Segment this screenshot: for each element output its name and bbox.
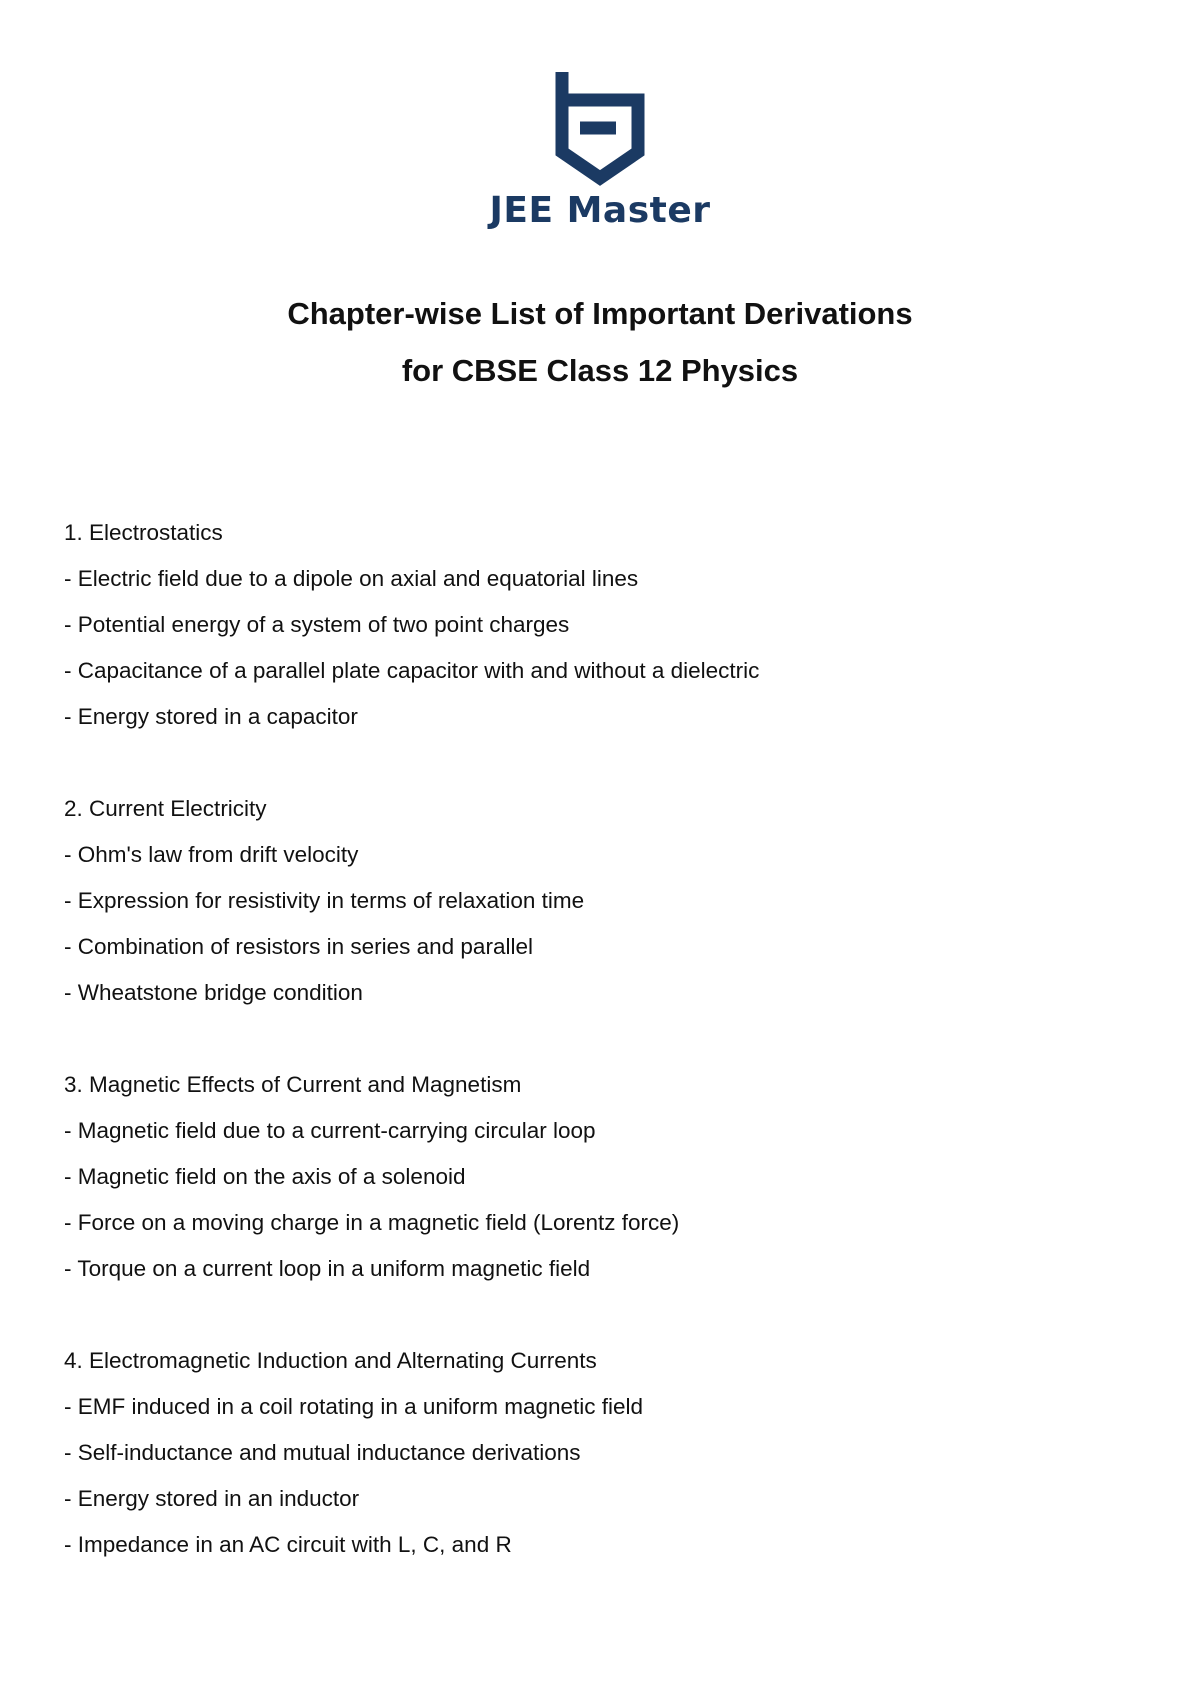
list-item: - Combination of resistors in series and parallel (64, 934, 533, 959)
section-heading: 4. Electromagnetic Induction and Alternating Currents (64, 1348, 597, 1373)
derivations-list (64, 510, 1144, 1614)
list-item: - Magnetic field due to a current-carrying circular loop (64, 1118, 596, 1143)
list-item: - Capacitance of a parallel plate capacitor with and without a dielectric (64, 658, 760, 683)
list-item: - Expression for resistivity in terms of relaxation time (64, 888, 585, 913)
list-item: - Energy stored in a capacitor (64, 704, 358, 729)
list-item: - Magnetic field on the axis of a solenoid (64, 1164, 466, 1189)
section-electromagnetic-induction (64, 1338, 1144, 1568)
section-heading: 3. Magnetic Effects of Current and Magnetism (64, 1072, 522, 1097)
page-title-line-2: for CBSE Class 12 Physics (401, 353, 799, 388)
section-current-electricity (64, 786, 1144, 1016)
list-item: - Self-inductance and mutual inductance derivations (64, 1440, 581, 1465)
section-heading: 1. Electrostatics (64, 520, 223, 545)
list-item: - Potential energy of a system of two point charges (64, 612, 570, 637)
list-item: - Torque on a current loop in a uniform magnetic field (64, 1256, 591, 1281)
list-item: - Force on a moving charge in a magnetic field (Lorentz force) (64, 1210, 680, 1235)
section-heading: 2. Current Electricity (64, 796, 267, 821)
list-item: - Energy stored in an inductor (64, 1486, 360, 1511)
brand-logo (0, 70, 1200, 190)
brand-name: JEE Master (489, 190, 711, 231)
list-item: - Impedance in an AC circuit with L, C, and R (64, 1532, 512, 1557)
list-item: - EMF induced in a coil rotating in a uniform magnetic field (64, 1394, 644, 1419)
list-item: - Electric field due to a dipole on axial and equatorial lines (64, 566, 639, 591)
section-electrostatics (64, 510, 1144, 740)
shield-e-logo-icon (550, 70, 650, 190)
page-title-line-1: Chapter-wise List of Important Derivations (287, 296, 913, 331)
list-item: - Wheatstone bridge condition (64, 980, 363, 1005)
list-item: - Ohm's law from drift velocity (64, 842, 359, 867)
section-magnetic-effects (64, 1062, 1144, 1292)
